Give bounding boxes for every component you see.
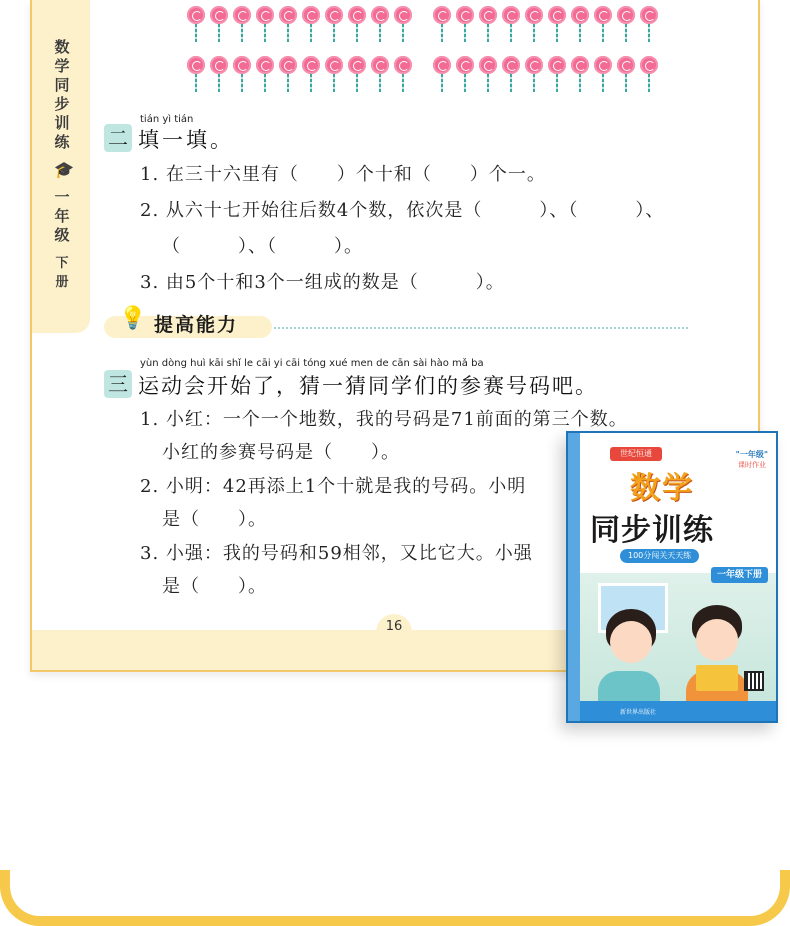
lollipop-icon <box>276 4 299 44</box>
lollipop-icon <box>368 54 391 94</box>
cover-grade-badge: 一年级下册 <box>711 567 768 583</box>
lollipop-group-3 <box>184 54 414 94</box>
lightbulb-icon: 💡 <box>119 306 147 331</box>
lollipop-icon <box>476 54 499 94</box>
lollipop-icon <box>453 4 476 44</box>
girl-face <box>610 621 652 663</box>
lollipop-icon <box>345 4 368 44</box>
s2-question-3: 3. 由5个十和3个一组成的数是（ ）。 <box>140 272 505 293</box>
s3-question-2-cont: 是（ ）。 <box>162 509 267 530</box>
cover-title: 同步训练 <box>590 513 714 548</box>
lollipop-icon <box>637 4 660 44</box>
lollipop-icon <box>430 54 453 94</box>
s3-question-1: 1. 小红：一个一个地数，我的号码是71前面的第三个数。 <box>140 409 628 430</box>
section2-badge: 二 <box>104 124 132 152</box>
book-cover <box>566 431 778 723</box>
lollipop-icon <box>545 54 568 94</box>
lollipop-icon <box>391 4 414 44</box>
lollipop-icon <box>391 54 414 94</box>
lollipop-icon <box>430 4 453 44</box>
lollipop-icon <box>522 4 545 44</box>
lollipop-icon <box>299 4 322 44</box>
s3-question-1-cont: 小红的参赛号码是（ ）。 <box>162 442 400 463</box>
qr-code-icon <box>744 671 764 691</box>
side-series-label: 数学同步训练 <box>54 38 70 151</box>
section2-pinyin: tián yì tián <box>140 114 194 125</box>
lollipop-icon <box>276 54 299 94</box>
side-grade-label: 一年级 <box>54 188 70 244</box>
dotted-divider <box>274 327 688 329</box>
lollipop-group-1 <box>184 4 414 44</box>
lollipop-icon <box>345 54 368 94</box>
cover-footer <box>580 701 776 721</box>
outer-frame-bottom <box>0 870 790 926</box>
section3-title: 运动会开始了，猜一猜同学们的参赛号码吧。 <box>138 374 598 398</box>
lollipop-icon <box>184 4 207 44</box>
lollipop-icon <box>253 4 276 44</box>
s3-question-3-cont: 是（ ）。 <box>162 576 267 597</box>
lollipop-icon <box>614 4 637 44</box>
s2-question-2: 2. 从六十七开始往后数4个数，依次是（ ）、（ ）、 <box>140 200 665 221</box>
lollipop-icon <box>545 4 568 44</box>
lollipop-group-4 <box>430 54 660 94</box>
section2-title: 填一填。 <box>138 128 234 152</box>
page-number: 16 <box>376 614 412 642</box>
lollipop-icon <box>299 54 322 94</box>
cover-grade-tag: "一年级" <box>735 450 768 459</box>
s3-question-2: 2. 小明：42再添上1个十就是我的号码。小明 <box>140 476 527 497</box>
lollipop-icon <box>207 54 230 94</box>
lollipop-icon <box>230 4 253 44</box>
cover-brand-logo: 世纪恒通 <box>610 447 662 461</box>
graduation-cap-icon: 🎓 <box>54 160 74 179</box>
banner-title: 提高能力 <box>154 314 239 336</box>
lollipop-icon <box>568 54 591 94</box>
lollipop-icon <box>230 54 253 94</box>
section3-pinyin: yùn dòng huì kāi shǐ le cāi yi cāi tóng xué men de cān sài hào mǎ ba <box>140 358 484 369</box>
book-spine <box>568 433 580 721</box>
open-book <box>696 665 738 691</box>
lollipop-icon <box>568 4 591 44</box>
cover-slogan: 100分闯关天天练 <box>620 549 699 563</box>
lollipop-icon <box>476 4 499 44</box>
lollipop-icon <box>614 54 637 94</box>
lollipop-icon <box>591 54 614 94</box>
lollipop-icon <box>499 54 522 94</box>
section3-badge: 三 <box>104 370 132 398</box>
lollipop-icon <box>184 54 207 94</box>
cover-tag-subtitle: 课时作业 <box>738 461 766 469</box>
cover-subject: 数学 <box>630 471 694 506</box>
side-tab <box>32 0 90 333</box>
lollipop-icon <box>591 4 614 44</box>
s3-question-3: 3. 小强：我的号码和59相邻，又比它大。小强 <box>140 543 533 564</box>
lollipop-icon <box>522 54 545 94</box>
lollipop-icon <box>368 4 391 44</box>
lollipop-group-2 <box>430 4 660 44</box>
lollipop-icon <box>499 4 522 44</box>
lollipop-icon <box>322 54 345 94</box>
lollipop-icon <box>453 54 476 94</box>
lollipop-icon <box>207 4 230 44</box>
lollipop-icon <box>322 4 345 44</box>
lollipop-icon <box>637 54 660 94</box>
s2-question-2-cont: （ ）、（ ）。 <box>162 236 363 257</box>
side-volume-label: 下册 <box>55 256 69 290</box>
lollipop-icon <box>253 54 276 94</box>
boy-face <box>696 619 738 661</box>
s2-question-1: 1. 在三十六里有（ ）个十和（ ）个一。 <box>140 164 546 185</box>
cover-publisher: 新世界出版社 <box>620 709 657 716</box>
